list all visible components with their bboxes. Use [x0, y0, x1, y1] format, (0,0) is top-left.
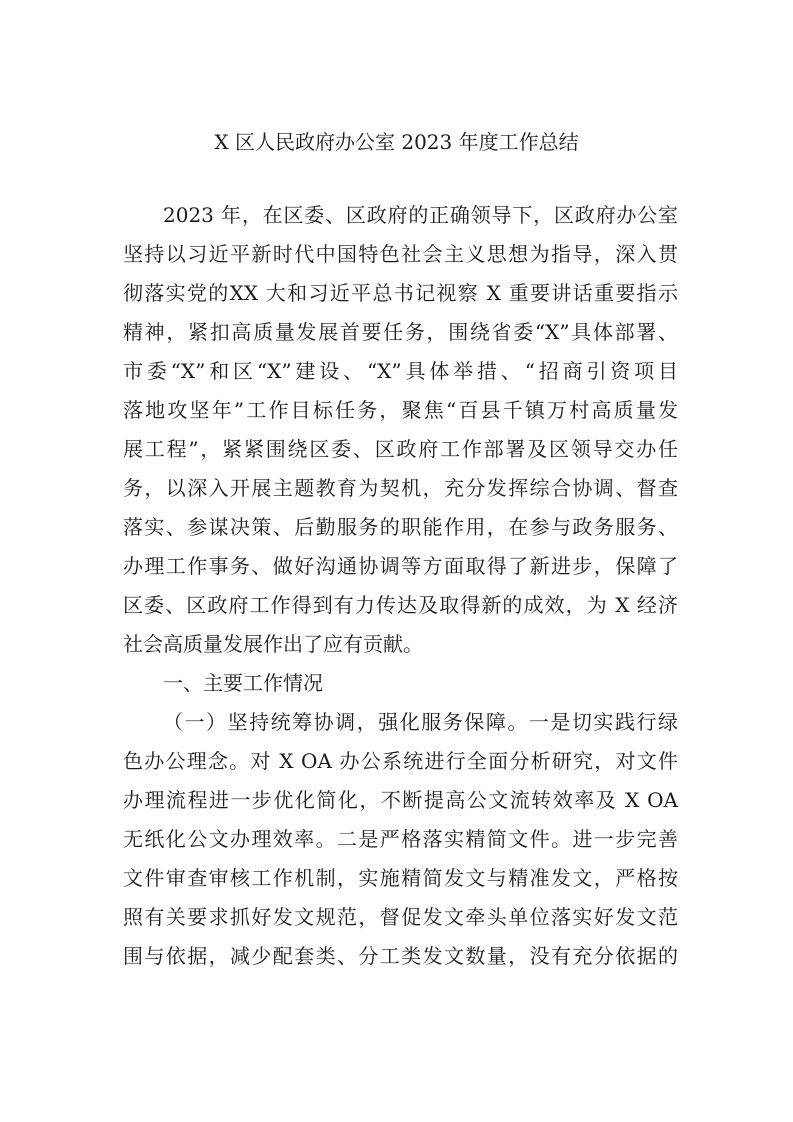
body-line: 办理工作事务、做好沟通协调等方面取得了新进步，保障了: [123, 554, 678, 578]
body-line: 落实、参谋决策、后勤服务的职能作用，在参与政务服务、: [123, 515, 678, 539]
body-line: 彻落实党的XX 大和习近平总书记视察 X 重要讲话重要指示: [123, 281, 678, 305]
body-line: 展工程”，紧紧围绕区委、区政府工作部署及区领导交办任: [123, 437, 678, 461]
subsection-line: （一）坚持统筹协调，强化服务保障。一是切实践行绿: [163, 710, 678, 734]
body-line: 精神，紧扣高质量发展首要任务，围绕省委“X”具体部署、: [123, 320, 678, 344]
body-line: 市委“X”和区“X”建设、“X”具体举措、“招商引资项目: [123, 359, 678, 383]
body-line: 文件审查审核工作机制，实施精简发文与精准发文，严格按: [123, 866, 678, 890]
section-heading: 一、主要工作情况: [163, 671, 323, 695]
body-line: 务，以深入开展主题教育为契机，充分发挥综合协调、督查: [123, 476, 678, 500]
body-line: 落地攻坚年”工作目标任务，聚焦“百县千镇万村高质量发: [123, 398, 678, 422]
body-line: 办理流程进一步优化简化，不断提高公文流转效率及 X OA: [123, 788, 678, 812]
body-line: 2023 年，在区委、区政府的正确领导下，区政府办公室: [163, 203, 678, 227]
body-line: 无纸化公文办理效率。二是严格落实精简文件。进一步完善: [123, 827, 678, 851]
body-line: 围与依据，减少配套类、分工类发文数量，没有充分依据的: [123, 944, 678, 968]
body-line: 照有关要求抓好发文规范，督促发文牵头单位落实好发文范: [123, 905, 678, 929]
document-body: [123, 196, 678, 976]
body-line: 区委、区政府工作得到有力传达及取得新的成效，为 X 经济: [123, 593, 678, 617]
body-line: 社会高质量发展作出了应有贡献。: [123, 632, 423, 656]
body-line: 色办公理念。对 X OA 办公系统进行全面分析研究，对文件: [123, 749, 678, 773]
document-title: X 区人民政府办公室 2023 年度工作总结: [214, 130, 579, 154]
body-line: 坚持以习近平新时代中国特色社会主义思想为指导，深入贯: [123, 242, 678, 266]
